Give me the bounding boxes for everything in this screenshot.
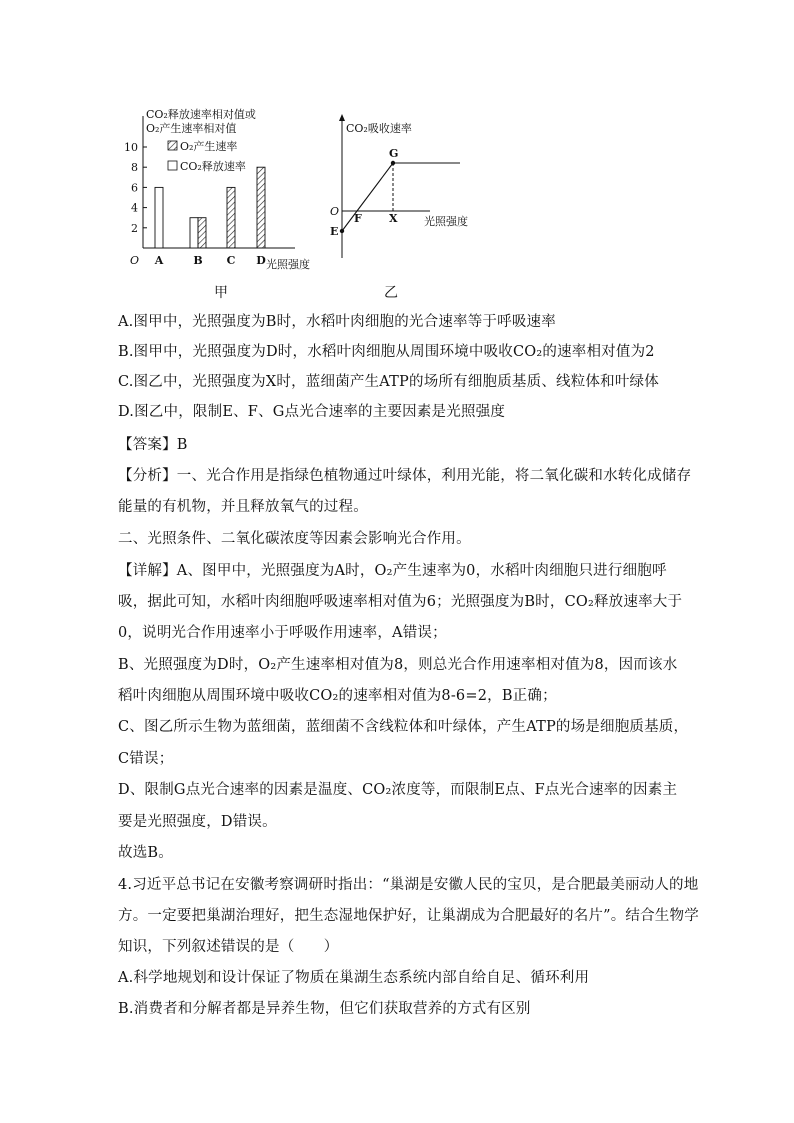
figure-jia-bar-chart	[110, 100, 320, 300]
legend-swatch-co2	[168, 161, 177, 170]
option-d: D.图乙中，限制E、F、G点光合速率的主要因素是光照强度	[118, 404, 506, 420]
question4-option-a: A.科学地规划和设计保证了物质在巢湖生态系统内部自给自足、循环利用	[118, 970, 590, 986]
bar-o2-C	[227, 187, 235, 248]
detail-line-8: D、限制G点光合速率的因素是温度、CO₂浓度等，而限制E点、F点光合速率的因素主	[118, 782, 678, 798]
x-axis-title: 光照强度	[424, 215, 468, 228]
legend-swatch-o2	[168, 141, 177, 150]
figure-jia-caption: 甲	[214, 285, 228, 301]
bar-co2-A	[155, 187, 163, 248]
category-label-D: D	[256, 254, 266, 267]
option-a: A.图甲中，光照强度为B时，水稻叶肉细胞的光合速率等于呼吸速率	[118, 314, 556, 330]
question4-line-2: 方。一定要把巢湖治理好，把生态湿地保护好，让巢湖成为合肥最好的名片”。结合生物学	[118, 908, 699, 924]
y-axis-arrow	[339, 114, 345, 121]
detail-line-4: B、光照强度为D时，O₂产生速率相对值为8，则总光合作用速率相对值为8，因而该水	[118, 657, 678, 673]
figure-yi-caption: 乙	[384, 285, 398, 301]
detail-line-3: 0，说明光合作用速率小于呼吸作用速率，A错误；	[118, 625, 447, 641]
detail-line-1: 【详解】A、图甲中，光照强度为A时，O₂产生速率为0，水稻叶肉细胞只进行细胞呼	[118, 563, 667, 579]
option-b: B.图甲中，光照强度为D时，水稻叶肉细胞从周围环境中吸收CO₂的速率相对值为2	[118, 344, 655, 360]
label-g: G	[389, 147, 399, 160]
detail-line-2: 吸，据此可知，水稻叶肉细胞呼吸速率相对值为6；光照强度为B时，CO₂释放速率大于	[118, 594, 683, 610]
category-label-B: B	[193, 254, 203, 267]
bar-o2-B	[198, 218, 206, 248]
question4-option-b: B.消费者和分解者都是异养生物，但它们获取营养的方式有区别	[118, 1001, 531, 1017]
bar-co2-B	[190, 218, 198, 248]
curve-rising	[342, 163, 393, 231]
category-label-C: C	[226, 254, 236, 267]
point-e	[340, 229, 344, 233]
y-axis-title-line2: O₂产生速率相对值	[146, 122, 237, 135]
legend-label-co2: CO₂释放速率	[180, 160, 246, 173]
category-label-A: A	[154, 254, 164, 267]
y-axis-title-line1: CO₂释放速率相对值或	[146, 108, 256, 121]
analysis-line-2: 能量的有机物，并且释放氧气的过程。	[118, 499, 368, 515]
detail-line-5: 稻叶肉细胞从周围环境中吸收CO₂的速率相对值为8-6=2，B正确；	[118, 688, 557, 704]
analysis-line-1: 【分析】一、光合作用是指绿色植物通过叶绿体，利用光能，将二氧化碳和水转化成储存	[118, 468, 692, 484]
y-tick-label: 10	[124, 141, 138, 154]
y-tick-label: 8	[131, 161, 138, 175]
legend-label-o2: O₂产生速率	[180, 140, 238, 153]
analysis-line-3: 二、光照条件、二氧化碳浓度等因素会影响光合作用。	[118, 531, 471, 547]
detail-line-9: 要是光照强度，D错误。	[118, 814, 277, 830]
legend	[168, 139, 246, 173]
bar-o2-D	[257, 167, 265, 248]
y-tick-label: 6	[131, 181, 138, 195]
label-f: F	[354, 212, 362, 225]
detail-line-6: C、图乙所示生物为蓝细菌，蓝细菌不含线粒体和叶绿体，产生ATP的场是细胞质基质，	[118, 719, 689, 735]
x-axis-title: 光照强度	[266, 258, 310, 271]
point-g	[391, 161, 395, 165]
y-axis-title: CO₂吸收速率	[346, 122, 412, 135]
answer: 【答案】B	[118, 437, 188, 453]
question4-line-1: 4.习近平总书记在安徽考察调研时指出：“巢湖是安徽人民的宝贝，是合肥最美丽动人的地	[118, 877, 699, 893]
origin-label: O	[130, 254, 140, 267]
question4-line-3: 知识，下列叙述错误的是（ ）	[118, 939, 339, 955]
option-c: C.图乙中，光照强度为X时，蓝细菌产生ATP的场所有细胞质基质、线粒体和叶绿体	[118, 374, 659, 390]
y-tick-label: 2	[131, 221, 138, 235]
y-tick-label: 4	[131, 201, 138, 215]
origin-label: O	[330, 205, 340, 218]
figure-yi-line-graph	[320, 112, 490, 262]
detail-line-7: C错误；	[118, 751, 174, 767]
label-e: E	[330, 225, 339, 238]
label-x: X	[389, 212, 398, 225]
detail-line-10: 故选B。	[118, 845, 173, 861]
